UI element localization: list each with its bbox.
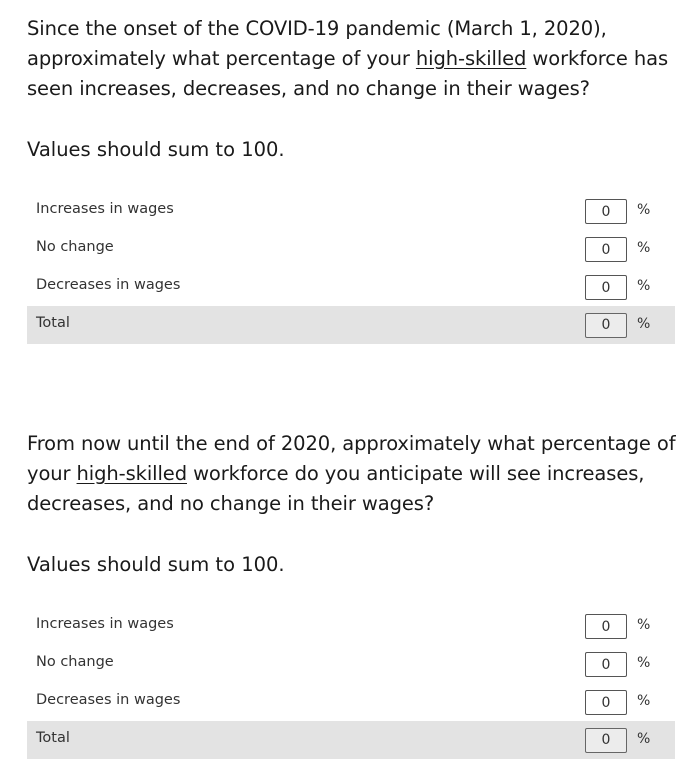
question-2-table bbox=[27, 607, 675, 759]
question-2-line2-before: your bbox=[27, 462, 77, 485]
percent-sign: % bbox=[637, 693, 651, 709]
question-2 bbox=[27, 429, 687, 519]
q1-row-increases bbox=[27, 192, 675, 230]
q1-increases-input[interactable] bbox=[585, 199, 627, 224]
question-2-text bbox=[27, 429, 687, 519]
question-1-table bbox=[27, 192, 675, 344]
q2-row-no-change bbox=[27, 645, 675, 683]
question-2-note-wrap bbox=[27, 550, 687, 580]
high-skilled-underlined: high-skilled bbox=[76, 462, 187, 485]
q2-total-value: 0 bbox=[585, 728, 627, 753]
row-label: Total bbox=[36, 730, 70, 746]
q1-row-no-change bbox=[27, 230, 675, 268]
question-2-line2-after: workforce do you anticipate will see increases, bbox=[186, 462, 645, 485]
row-label: Increases in wages bbox=[36, 616, 174, 632]
question-1-text bbox=[27, 14, 687, 104]
row-label: Decreases in wages bbox=[36, 277, 181, 293]
q1-row-decreases bbox=[27, 268, 675, 306]
percent-sign: % bbox=[637, 617, 651, 633]
question-2-note: Values should sum to 100. bbox=[27, 553, 285, 576]
high-skilled-underlined: high-skilled bbox=[415, 47, 527, 70]
q2-decreases-input[interactable] bbox=[585, 690, 627, 715]
question-1-line3: seen increases, decreases, and no change in their wages? bbox=[27, 77, 590, 100]
q2-row-increases bbox=[27, 607, 675, 645]
percent-sign: % bbox=[637, 240, 651, 256]
question-1-line2-before: approximately what percentage of your bbox=[27, 47, 416, 70]
question-2-line1: From now until the end of 2020, approximately what percentage of bbox=[27, 432, 676, 455]
q2-row-decreases bbox=[27, 683, 675, 721]
row-label: Increases in wages bbox=[36, 201, 174, 217]
question-1-note: Values should sum to 100. bbox=[27, 138, 285, 161]
row-label: Total bbox=[36, 315, 70, 331]
question-2-line3: decreases, and no change in their wages? bbox=[27, 492, 435, 515]
question-1-note-wrap bbox=[27, 135, 687, 165]
question-1-line1: Since the onset of the COVID-19 pandemic (March 1, 2020), bbox=[27, 17, 607, 40]
q2-no-change-input[interactable] bbox=[585, 652, 627, 677]
percent-sign: % bbox=[637, 655, 651, 671]
row-label: No change bbox=[36, 239, 114, 255]
percent-sign: % bbox=[637, 202, 651, 218]
percent-sign: % bbox=[637, 731, 651, 747]
row-label: Decreases in wages bbox=[36, 692, 181, 708]
question-1 bbox=[27, 14, 687, 104]
q1-row-total bbox=[27, 306, 675, 344]
percent-sign: % bbox=[637, 278, 651, 294]
percent-sign: % bbox=[637, 316, 651, 332]
q1-decreases-input[interactable] bbox=[585, 275, 627, 300]
q1-total-value: 0 bbox=[585, 313, 627, 338]
row-label: No change bbox=[36, 654, 114, 670]
q1-no-change-input[interactable] bbox=[585, 237, 627, 262]
q2-increases-input[interactable] bbox=[585, 614, 627, 639]
q2-row-total bbox=[27, 721, 675, 759]
question-1-line2-after: workforce has bbox=[526, 47, 669, 70]
